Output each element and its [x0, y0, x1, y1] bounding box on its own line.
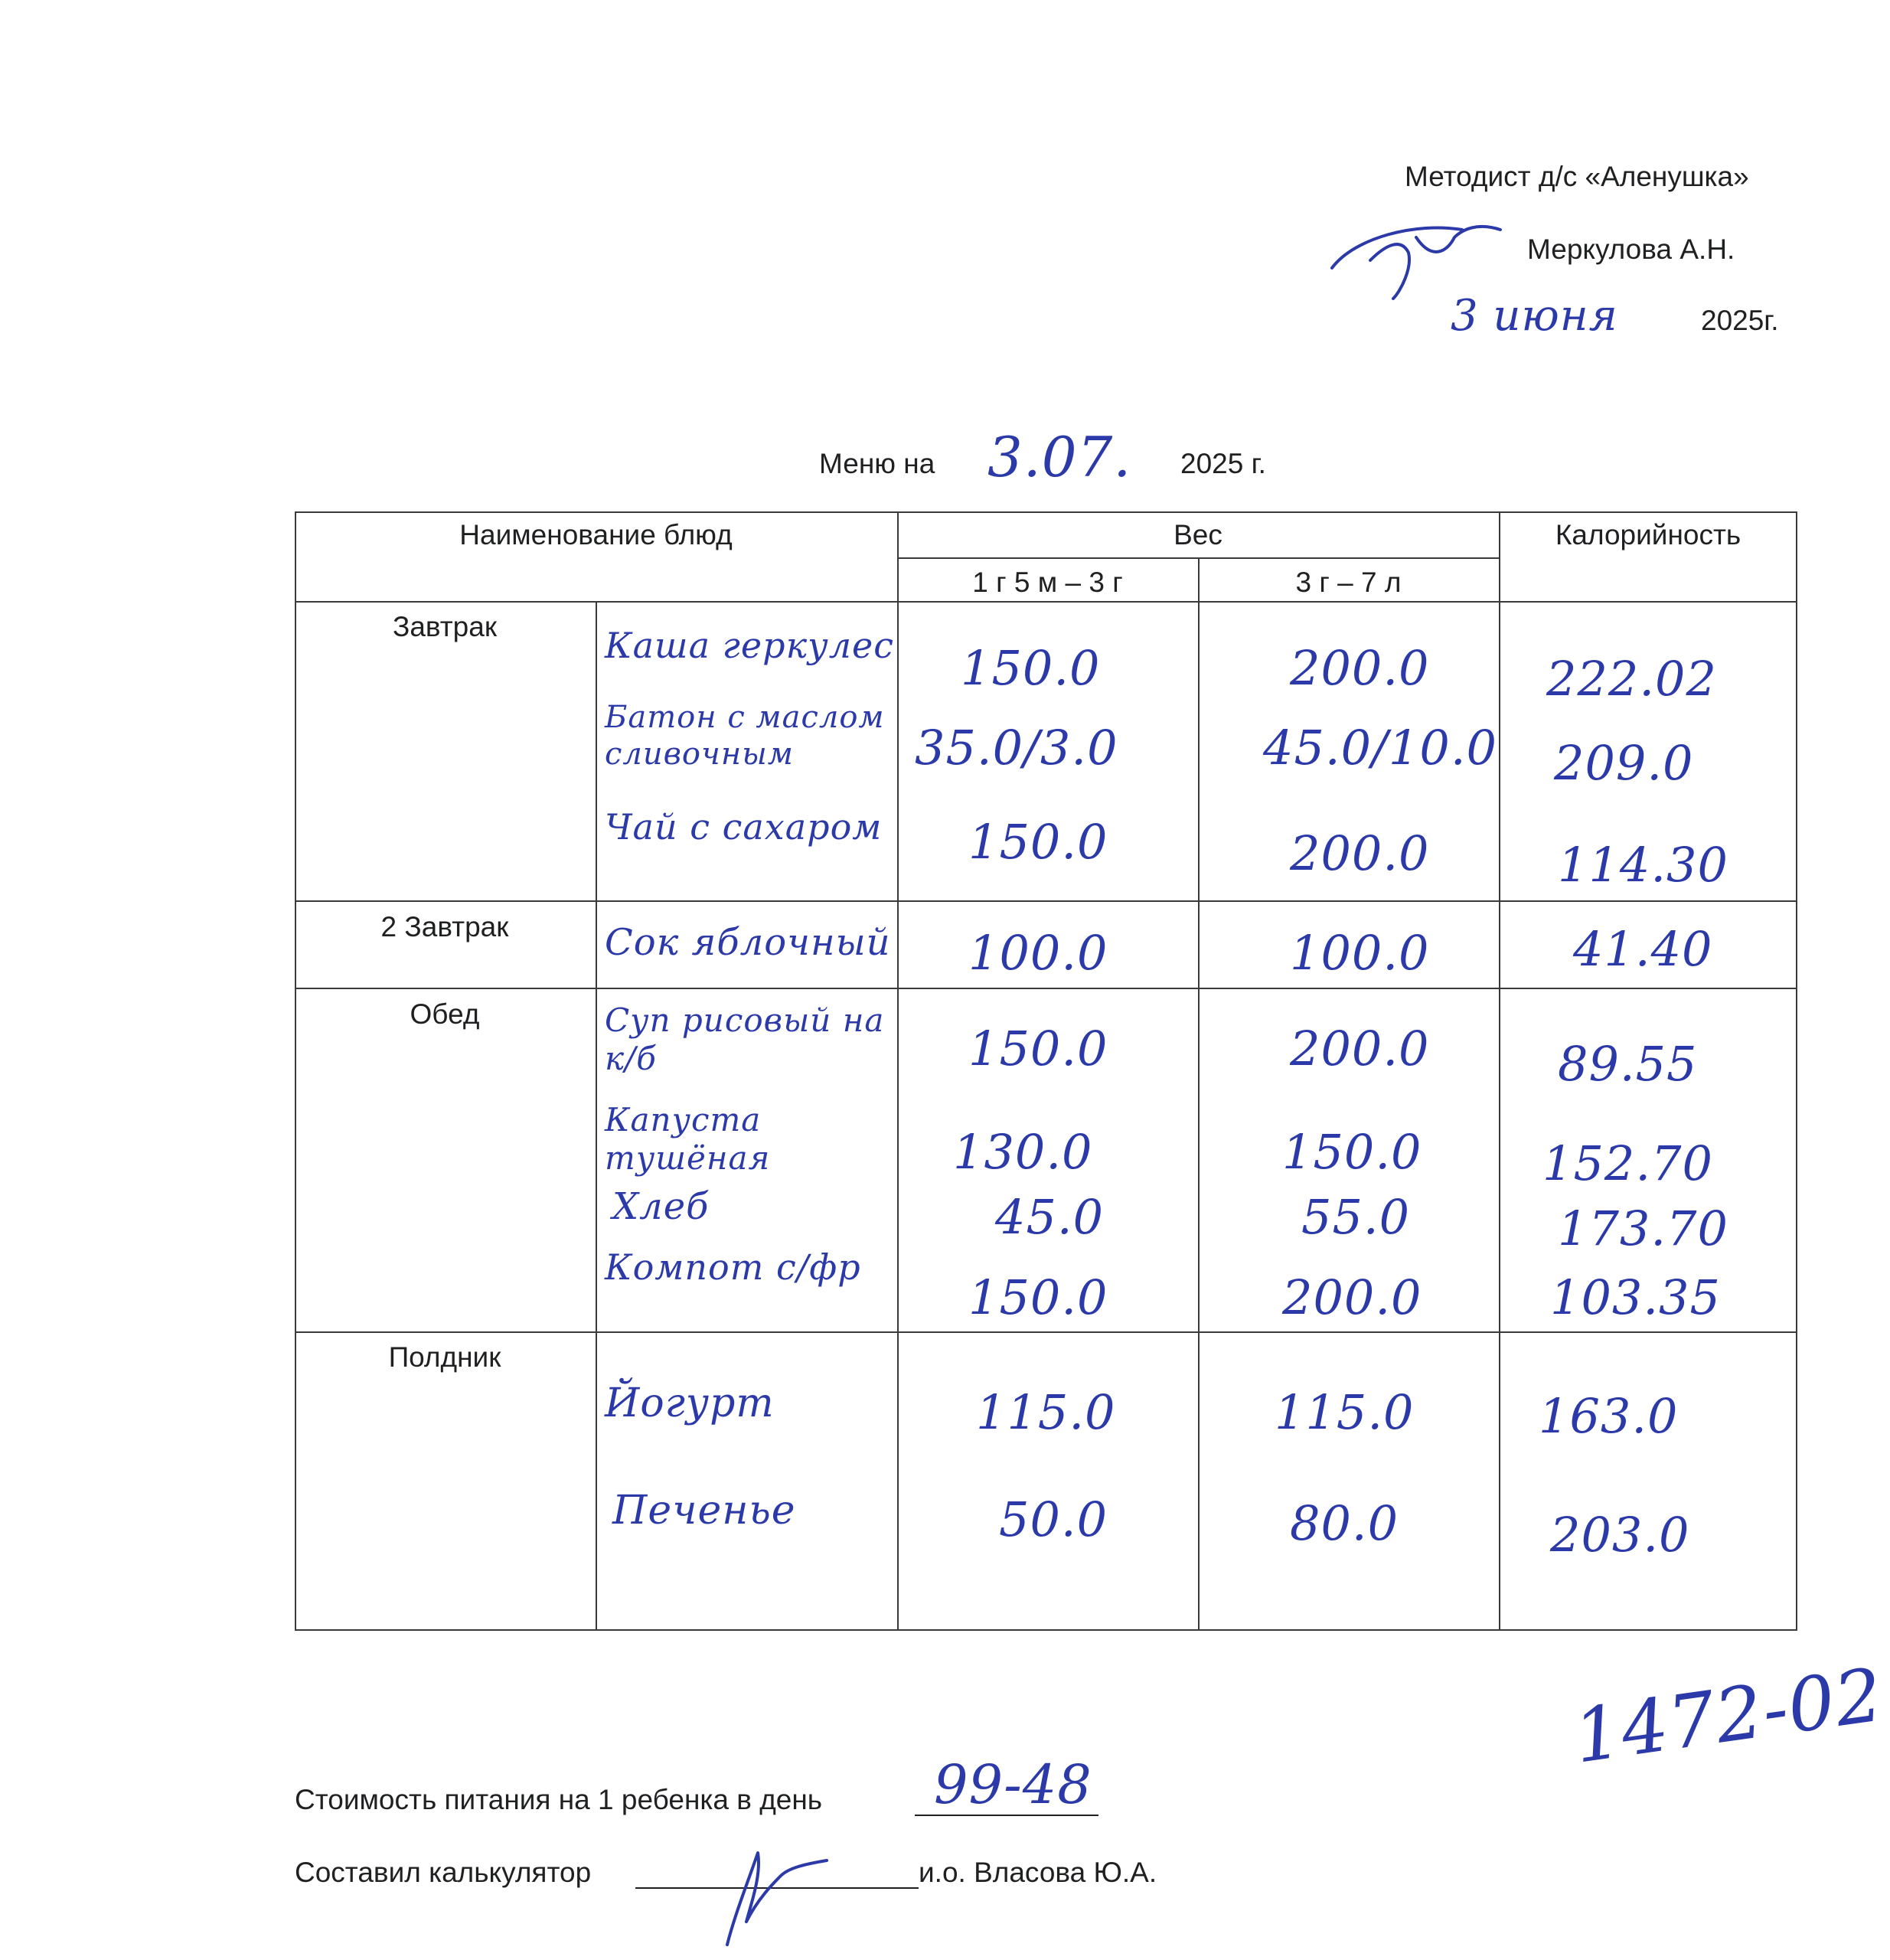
- menu-title-suffix: 2025 г.: [1180, 448, 1266, 479]
- table-border-right: [1796, 511, 1797, 1631]
- approval-name: Меркулова А.Н.: [1527, 234, 1735, 265]
- weight2-cell: 200.0: [1282, 1269, 1422, 1325]
- dish-cell: Суп рисовый на к/б: [605, 1001, 885, 1077]
- approval-date-handwritten: 3 июня: [1451, 291, 1618, 341]
- weight2-cell: 55.0: [1301, 1189, 1411, 1245]
- header-age-1: 1 г 5 м – 3 г: [972, 567, 1123, 598]
- weight1-cell: 45.0: [995, 1189, 1105, 1245]
- row-divider-3: [295, 1331, 1797, 1333]
- calories-cell: 103.35: [1550, 1269, 1721, 1325]
- header-dish: Наименование блюд: [459, 519, 733, 550]
- weight1-cell: 150.0: [968, 1269, 1108, 1325]
- weight1-cell: 100.0: [968, 925, 1108, 981]
- dish-cell: Каша геркулес: [605, 625, 894, 666]
- menu-title-prefix: Меню на: [819, 448, 935, 479]
- row-divider-2: [295, 988, 1797, 989]
- weight1-cell: 130.0: [953, 1124, 1093, 1180]
- dish-cell: Хлеб: [612, 1185, 710, 1228]
- calories-cell: 173.70: [1558, 1200, 1728, 1256]
- calories-cell: 89.55: [1558, 1036, 1698, 1092]
- compiled-name: и.о. Власова Ю.А.: [919, 1857, 1157, 1888]
- calories-cell: 203.0: [1550, 1507, 1690, 1563]
- col-divider-meal: [596, 601, 597, 1631]
- weight2-cell: 115.0: [1275, 1384, 1415, 1440]
- weight1-cell: 35.0/3.0: [915, 720, 1118, 776]
- calories-cell: 163.0: [1539, 1388, 1679, 1444]
- dish-cell: Капуста тушёная: [605, 1101, 771, 1177]
- weight2-cell: 200.0: [1290, 825, 1430, 881]
- weight1-cell: 50.0: [999, 1491, 1108, 1547]
- dish-cell: Сок яблочный: [605, 921, 891, 964]
- dish-cell: Йогурт: [605, 1380, 775, 1426]
- header-age-2: 3 г – 7 л: [1295, 567, 1402, 598]
- total-calories-handwritten: 1472-02: [1568, 1651, 1888, 1780]
- calories-cell: 209.0: [1554, 735, 1694, 791]
- header-divider-ages: [1198, 557, 1200, 1631]
- meal-lunch: Обед: [410, 998, 480, 1030]
- cost-label: Стоимость питания на 1 ребенка в день: [295, 1784, 823, 1815]
- header-divider-cal: [1499, 511, 1500, 1631]
- dish-cell: Батон с маслом сливочным: [605, 700, 885, 772]
- meal-snack: Полдник: [388, 1341, 501, 1373]
- weight1-cell: 115.0: [976, 1384, 1116, 1440]
- weight2-cell: 80.0: [1290, 1495, 1399, 1551]
- calories-cell: 41.40: [1573, 921, 1713, 977]
- calories-cell: 222.02: [1546, 651, 1717, 707]
- row-divider-1: [295, 900, 1797, 902]
- menu-date-handwritten: 3.07.: [987, 425, 1132, 489]
- weight2-cell: 200.0: [1290, 640, 1430, 696]
- menu-table: [295, 511, 1797, 1631]
- dish-cell: Компот с/фр: [605, 1246, 861, 1288]
- dish-cell: Печенье: [612, 1488, 796, 1534]
- meal-breakfast: Завтрак: [392, 611, 498, 642]
- table-border-left: [295, 511, 296, 1631]
- calories-cell: 152.70: [1542, 1135, 1713, 1191]
- compiled-label: Составил калькулятор: [295, 1857, 592, 1888]
- header-calories: Калорийность: [1555, 519, 1741, 550]
- weight2-cell: 200.0: [1290, 1021, 1430, 1076]
- weight1-cell: 150.0: [968, 814, 1108, 870]
- table-border-bottom: [295, 1629, 1797, 1631]
- calories-cell: 114.30: [1558, 837, 1728, 893]
- header-bottom: [295, 601, 1797, 603]
- weight2-cell: 150.0: [1282, 1124, 1422, 1180]
- weight1-cell: 150.0: [968, 1021, 1108, 1076]
- header-weight: Вес: [1173, 519, 1222, 550]
- approval-year: 2025г.: [1701, 305, 1779, 336]
- meal-second-breakfast: 2 Завтрак: [380, 911, 509, 942]
- weight2-cell: 45.0/10.0: [1263, 720, 1497, 776]
- approval-title: Методист д/с «Аленушка»: [1405, 161, 1749, 192]
- compiler-signature: [704, 1822, 842, 1952]
- dish-cell: Чай с сахаром: [605, 806, 883, 848]
- weight1-cell: 150.0: [961, 640, 1101, 696]
- table-border-top: [295, 511, 1797, 513]
- weight2-cell: 100.0: [1290, 925, 1430, 981]
- cost-value-handwritten: 99-48: [934, 1753, 1092, 1816]
- col-divider-dish: [897, 601, 899, 1631]
